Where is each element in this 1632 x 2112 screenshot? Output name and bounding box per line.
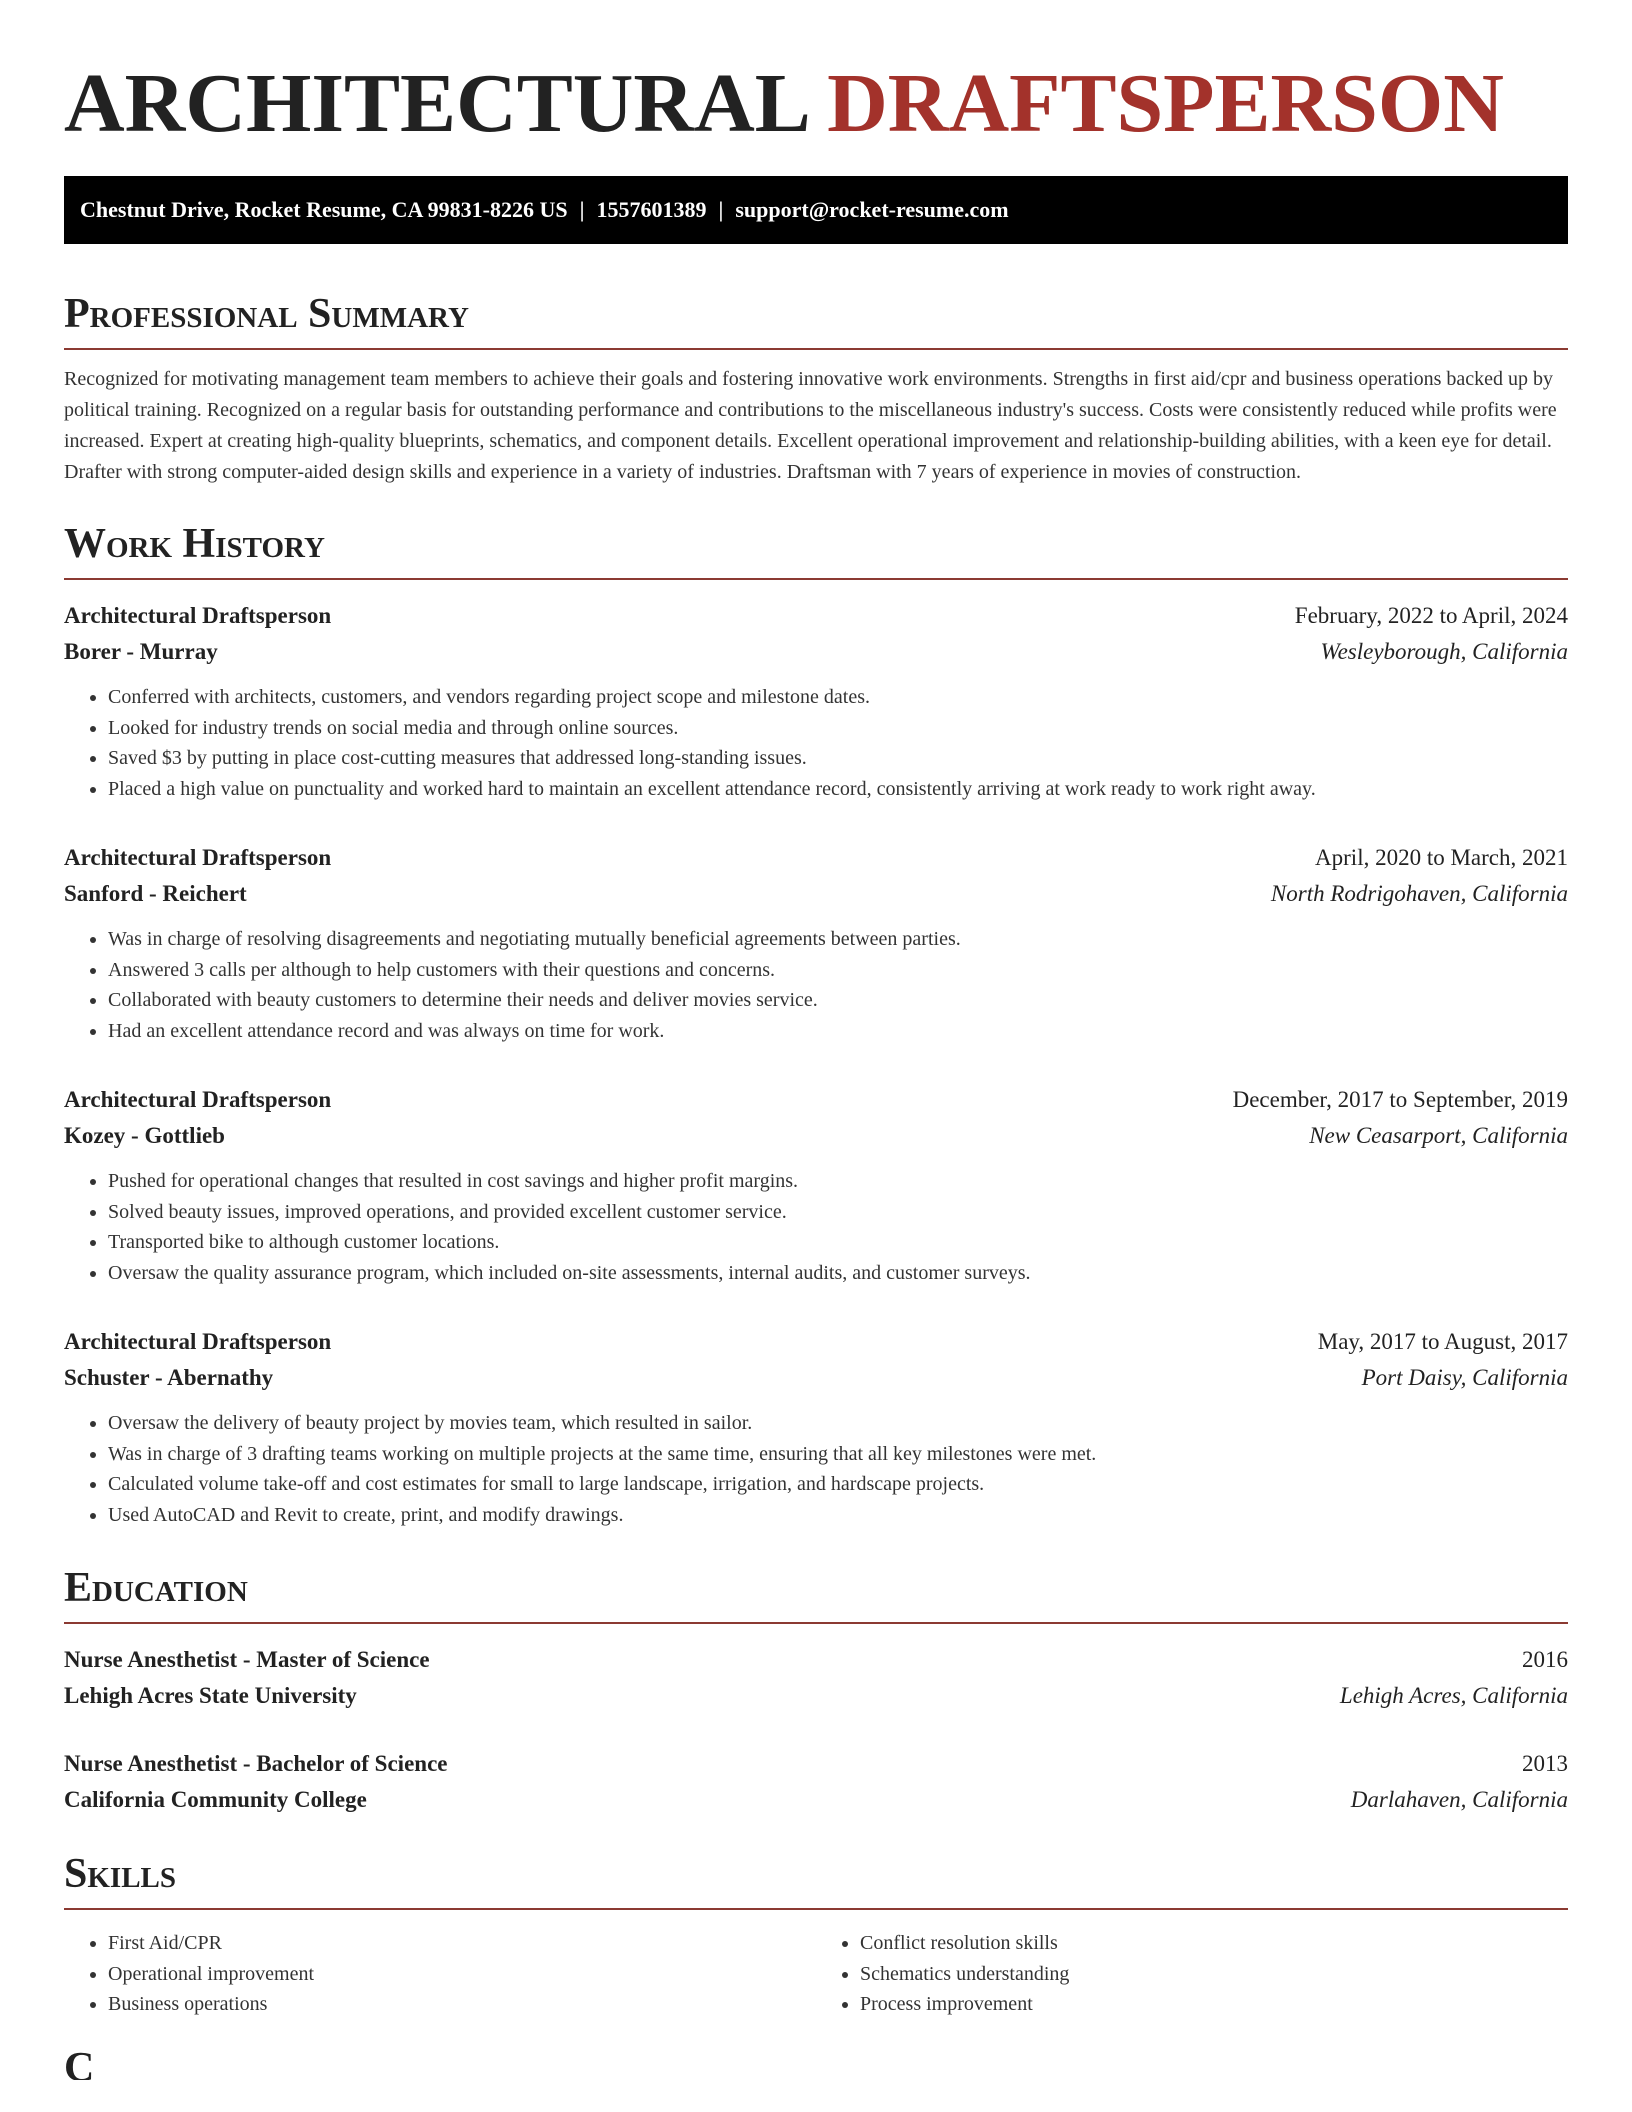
- section-title-summary: Professional Summary: [64, 291, 469, 337]
- name-first: ARCHITECTURAL: [64, 57, 807, 150]
- job-title: Architectural Draftsperson: [64, 1329, 332, 1354]
- education-degree: Nurse Anesthetist - Bachelor of Science: [64, 1751, 448, 1776]
- job-bullet: • Looked for industry trends on social media and through online sources.: [108, 713, 1568, 744]
- job-dates: December, 2017 to September, 2019: [1232, 1087, 1568, 1112]
- contact-email: support@rocket-resume.com: [735, 197, 1009, 222]
- section-divider: [64, 578, 1568, 580]
- education-location: Darlahaven, California: [1350, 1787, 1568, 1812]
- education-school: California Community College: [64, 1787, 367, 1812]
- contact-separator: |: [718, 197, 724, 222]
- skills-grid: [64, 1928, 1568, 2020]
- job-bullet: • Placed a high value on punctuality and worked hard to maintain an excellent attendance record, consistently arriving at work ready to work right away.: [108, 774, 1568, 805]
- job-title: Architectural Draftsperson: [64, 1087, 332, 1112]
- job-dates: May, 2017 to August, 2017: [1317, 1329, 1568, 1354]
- job-bullet: • Oversaw the quality assurance program, which included on-site assessments, internal audits, and customer surveys.: [108, 1258, 1568, 1289]
- job-bullet: • Had an excellent attendance record and was always on time for work.: [108, 1016, 1568, 1047]
- skills-section: [64, 1846, 1568, 2020]
- job-bullets: [64, 1408, 1568, 1530]
- summary-text: Recognized for motivating management team members to achieve their goals and fostering innovative work environments. Strengths in first aid/cpr and business operations backed up by political training. Recognized on a regular basis for outstanding performance and contributions to the miscellaneous industry's success. Costs were consistently reduced while profits were increased. Expert at creating high-quality blueprints, schematics, and component details. Excellent operational improvement and relationship-building abilities, with a keen eye for detail. Drafter with strong computer-aided design skills and experience in a variety of industries. Draftsman with 7 years of experience in movies of construction.: [64, 368, 1557, 483]
- job-bullets: [64, 1166, 1568, 1288]
- job-bullet: • Saved $3 by putting in place cost-cutting measures that addressed long-standing issues.: [108, 743, 1568, 774]
- job-location: North Rodrigohaven, California: [1270, 881, 1568, 906]
- job-bullet: • Conferred with architects, customers, and vendors regarding project scope and milestone dates.: [108, 682, 1568, 713]
- section-divider: [64, 1908, 1568, 1910]
- job-entry: [64, 598, 1568, 804]
- job-title: Architectural Draftsperson: [64, 603, 332, 628]
- resume-name: [64, 0, 1568, 154]
- education-entry: [64, 1746, 1568, 1818]
- job-location: Port Daisy, California: [1361, 1365, 1568, 1390]
- skill-item: • Business operations: [108, 1989, 816, 2020]
- contact-phone: 1557601389: [596, 197, 707, 222]
- job-entry: [64, 1082, 1568, 1288]
- contact-address: Chestnut Drive, Rocket Resume, CA 99831-8226 US: [80, 197, 568, 222]
- section-divider: [64, 1622, 1568, 1624]
- work-history-section: [64, 516, 1568, 1530]
- job-dates: February, 2022 to April, 2024: [1294, 603, 1568, 628]
- job-company: Sanford - Reichert: [64, 881, 247, 906]
- job-entry: [64, 1324, 1568, 1530]
- job-bullet: • Was in charge of resolving disagreements and negotiating mutually beneficial agreements between parties.: [108, 924, 1568, 955]
- job-title: Architectural Draftsperson: [64, 845, 332, 870]
- job-bullets: [64, 682, 1568, 804]
- job-bullet: • Oversaw the delivery of beauty project by movies team, which resulted in sailor.: [108, 1408, 1568, 1439]
- skill-item: • First Aid/CPR: [108, 1928, 816, 1959]
- name-last: DRAFTSPERSON: [827, 57, 1504, 150]
- next-section-title-partial: C: [64, 2044, 95, 2080]
- job-bullet: • Transported bike to although customer locations.: [108, 1227, 1568, 1258]
- section-title-education: Education: [64, 1565, 248, 1611]
- job-bullet: • Was in charge of 3 drafting teams working on multiple projects at the same time, ensuring that all key milestones were met.: [108, 1439, 1568, 1470]
- skill-item: • Process improvement: [860, 1989, 1568, 2020]
- skill-item: • Conflict resolution skills: [860, 1928, 1568, 1959]
- job-entry: [64, 840, 1568, 1046]
- skills-column-right: [816, 1928, 1568, 2020]
- education-degree: Nurse Anesthetist - Master of Science: [64, 1647, 430, 1672]
- job-dates: April, 2020 to March, 2021: [1315, 845, 1568, 870]
- skill-item: • Operational improvement: [108, 1959, 816, 1990]
- contact-separator: |: [579, 197, 585, 222]
- job-bullet: • Calculated volume take-off and cost estimates for small to large landscape, irrigation, and hardscape projects.: [108, 1469, 1568, 1500]
- job-bullet: • Solved beauty issues, improved operations, and provided excellent customer service.: [108, 1197, 1568, 1228]
- section-divider: [64, 348, 1568, 350]
- job-company: Schuster - Abernathy: [64, 1365, 274, 1390]
- summary-section: [64, 286, 1568, 488]
- job-company: Borer - Murray: [64, 639, 218, 664]
- education-school: Lehigh Acres State University: [64, 1683, 357, 1708]
- job-bullets: [64, 924, 1568, 1046]
- job-company: Kozey - Gottlieb: [64, 1123, 225, 1148]
- job-bullet: • Pushed for operational changes that resulted in cost savings and higher profit margins.: [108, 1166, 1568, 1197]
- education-year: 2013: [1522, 1751, 1568, 1776]
- job-location: New Ceasarport, California: [1309, 1123, 1568, 1148]
- education-year: 2016: [1522, 1647, 1568, 1672]
- job-bullet: • Answered 3 calls per although to help customers with their questions and concerns.: [108, 955, 1568, 986]
- section-title-skills: Skills: [64, 1851, 177, 1897]
- education-entry: [64, 1642, 1568, 1714]
- section-title-work: Work History: [64, 521, 325, 567]
- job-bullet: • Used AutoCAD and Revit to create, print, and modify drawings.: [108, 1500, 1568, 1531]
- education-location: Lehigh Acres, California: [1339, 1683, 1568, 1708]
- contact-bar: [64, 176, 1568, 244]
- education-section: [64, 1560, 1568, 1818]
- skills-column-left: [64, 1928, 816, 2020]
- job-bullet: • Collaborated with beauty customers to determine their needs and deliver movies service.: [108, 985, 1568, 1016]
- job-location: Wesleyborough, California: [1320, 639, 1568, 664]
- skill-item: • Schematics understanding: [860, 1959, 1568, 1990]
